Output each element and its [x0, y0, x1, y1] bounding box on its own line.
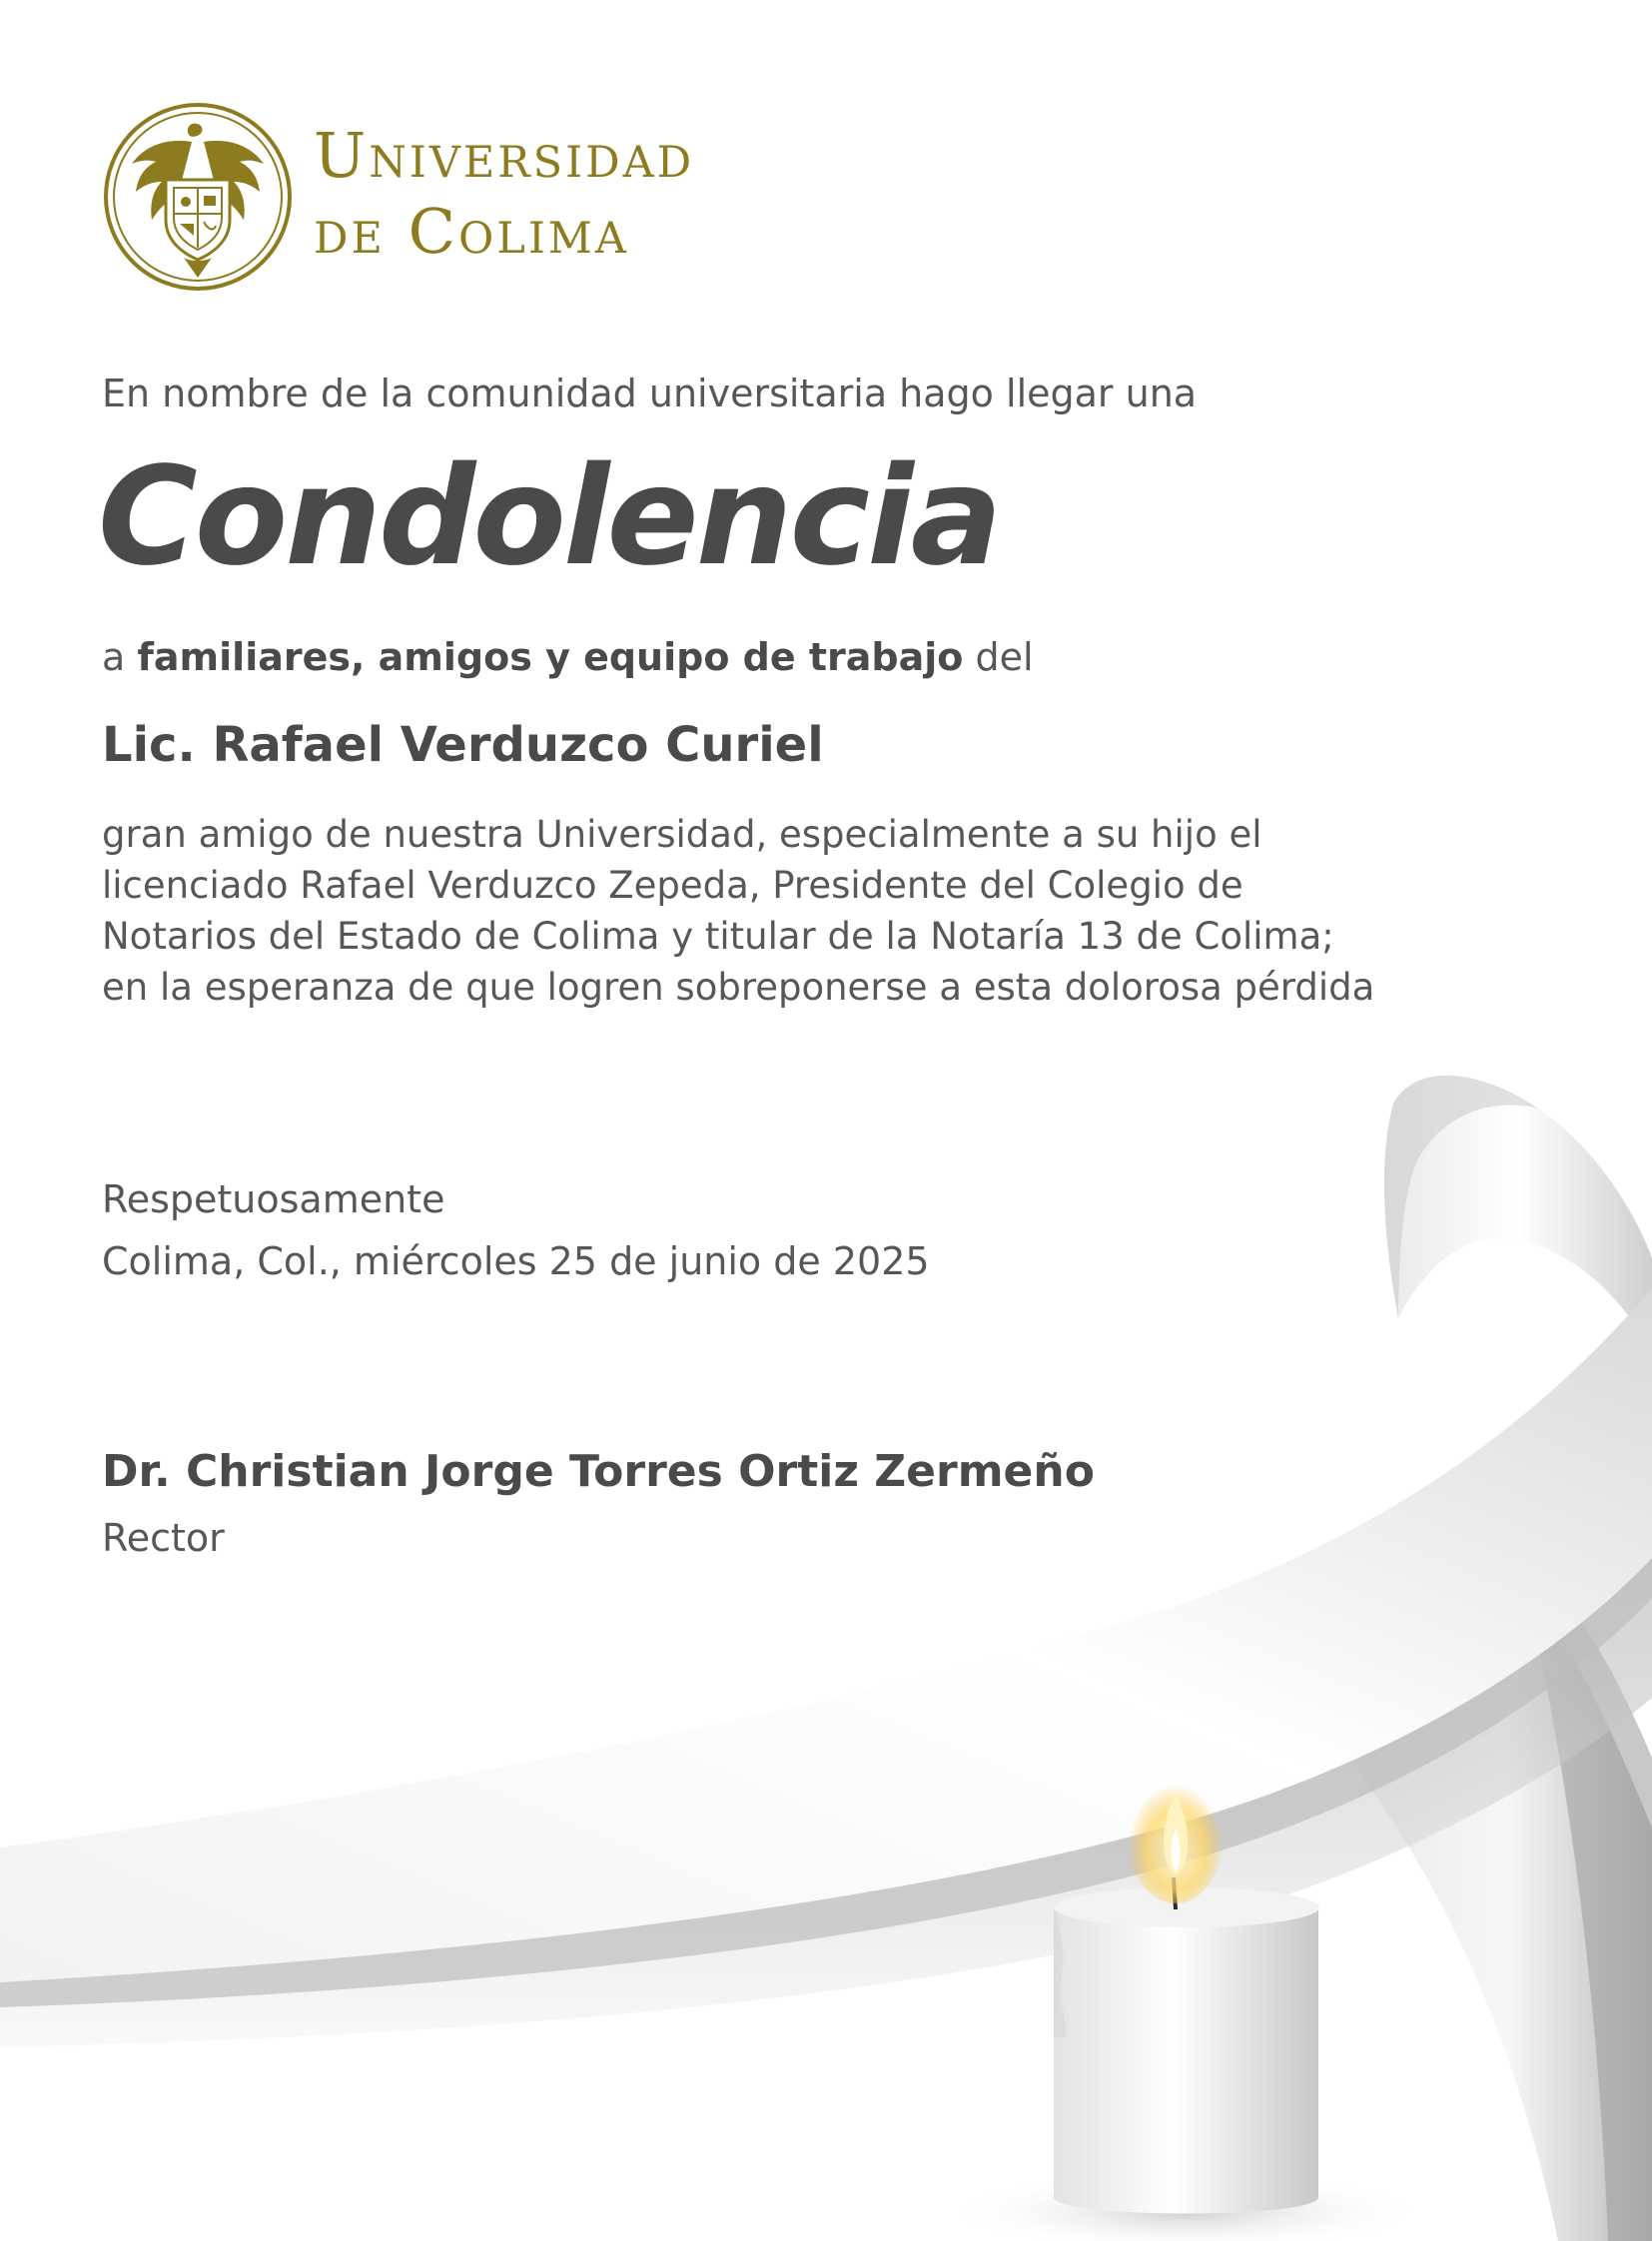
- signer-name: Dr. Christian Jorge Torres Ortiz Zermeño: [102, 1446, 1095, 1497]
- university-wordmark: [314, 118, 694, 270]
- message-line: en la esperanza de que logren sobreponerse a esta dolorosa pérdida: [102, 966, 1375, 1009]
- message-line: gran amigo de nuestra Universidad, especialmente a su hijo el: [102, 813, 1262, 856]
- signer-role: Rector: [102, 1516, 225, 1560]
- condolence-title: Condolencia: [98, 438, 1000, 596]
- message-line: Notarios del Estado de Colima y titular de la Notaría 13 de Colima;: [102, 915, 1334, 958]
- salutation: Respetuosamente: [102, 1177, 445, 1221]
- closing-block: [102, 1168, 930, 1292]
- university-logo: [100, 102, 739, 292]
- wordmark-line-2: de Colima: [314, 195, 629, 268]
- recipients-bold: familiares, amigos y equipo de trabajo: [137, 635, 964, 679]
- message-body: [102, 809, 1580, 1013]
- recipients-line: [102, 635, 1034, 679]
- recipients-prefix: a: [102, 635, 138, 679]
- message-line: licenciado Rafael Verduzco Zepeda, Presidente del Colegio de: [102, 864, 1243, 907]
- university-eagle-seal-icon: [100, 102, 296, 292]
- place-date: Colima, Col., miércoles 25 de junio de 2025: [102, 1239, 930, 1283]
- deceased-name: Lic. Rafael Verduzco Curiel: [102, 717, 824, 773]
- intro-text: En nombre de la comunidad universitaria hago llegar una: [102, 372, 1198, 415]
- recipients-suffix: del: [963, 635, 1034, 679]
- wordmark-line-1: Universidad: [314, 119, 695, 192]
